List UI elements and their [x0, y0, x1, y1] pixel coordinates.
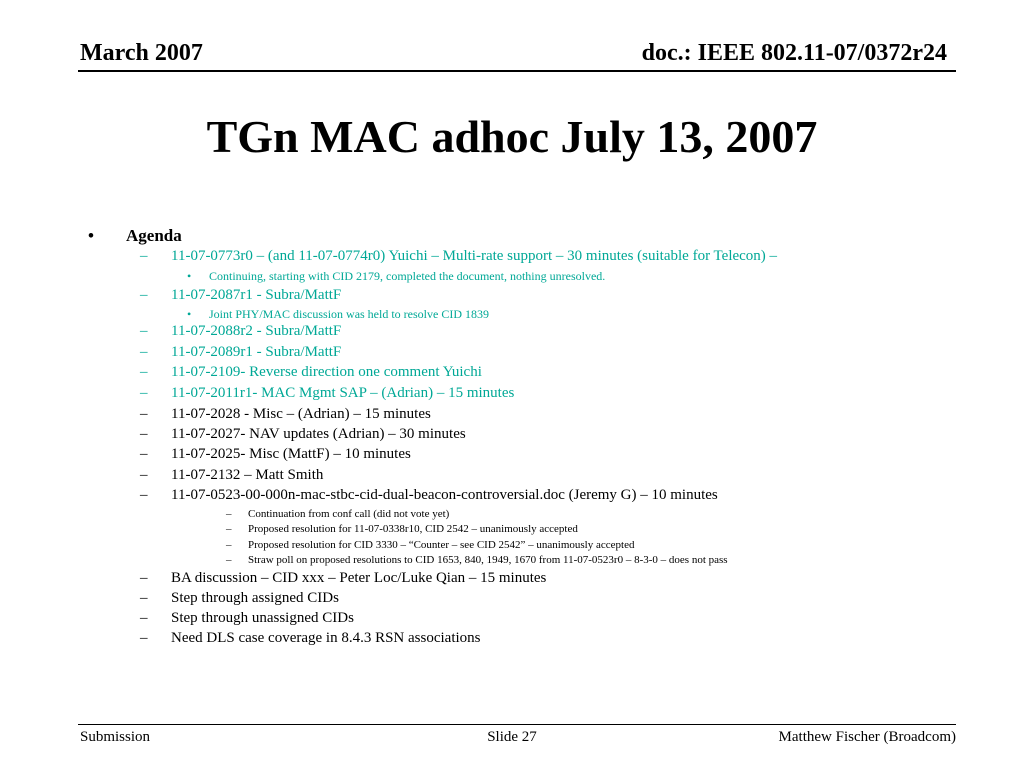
agenda-item-marker: –	[140, 385, 148, 401]
agenda-item-marker: –	[226, 554, 232, 566]
footer-slide-number: Slide 27	[487, 729, 537, 745]
agenda-item-marker: –	[140, 590, 148, 606]
agenda-item: 11-07-2027- NAV updates (Adrian) – 30 minutes	[171, 426, 466, 442]
agenda-item: Straw poll on proposed resolutions to CID 1653, 840, 1949, 1670 from 11-07-0523r0 – 8-3-0 – does not pass	[248, 554, 728, 566]
agenda-item: 11-07-2088r2 - Subra/MattF	[171, 323, 342, 339]
agenda-item: 11-07-2025- Misc (MattF) – 10 minutes	[171, 446, 411, 462]
agenda-item-marker: –	[140, 406, 148, 422]
agenda-item: 11-07-2089r1 - Subra/MattF	[171, 344, 342, 360]
footer-rule	[78, 724, 956, 725]
agenda-item-marker: –	[226, 508, 232, 520]
agenda-item: 11-07-2132 – Matt Smith	[171, 467, 324, 483]
agenda-item: 11-07-2028 - Misc – (Adrian) – 15 minutes	[171, 406, 431, 422]
agenda-item-marker: –	[140, 570, 148, 586]
agenda-item-marker: •	[187, 307, 192, 321]
agenda-item-marker: –	[140, 487, 148, 503]
footer-submission: Submission	[80, 729, 151, 745]
agenda-item-marker: –	[140, 287, 148, 303]
agenda-item: Need DLS case coverage in 8.4.3 RSN associations	[171, 630, 481, 646]
agenda-item-marker: –	[140, 610, 148, 626]
agenda-item: Joint PHY/MAC discussion was held to resolve CID 1839	[209, 307, 489, 321]
agenda-item: Continuing, starting with CID 2179, completed the document, nothing unresolved.	[209, 269, 606, 283]
agenda-item: 11-07-2087r1 - Subra/MattF	[171, 287, 342, 303]
agenda-item-marker: –	[140, 426, 148, 442]
agenda-item-marker: –	[226, 539, 232, 551]
agenda-heading: Agenda	[126, 226, 182, 245]
agenda-item-marker: –	[140, 630, 148, 646]
agenda-item-marker: –	[140, 344, 148, 360]
header-date: March 2007	[80, 40, 203, 66]
header-doc-id: doc.: IEEE 802.11-07/0372r24	[641, 40, 947, 66]
header-rule	[78, 70, 956, 72]
agenda-item-marker: –	[226, 523, 232, 535]
agenda-item: Proposed resolution for CID 3330 – “Counter – see CID 2542” – unanimously accepted	[248, 539, 635, 551]
agenda-item: BA discussion – CID xxx – Peter Loc/Luke Qian – 15 minutes	[171, 570, 547, 586]
agenda-item: Step through assigned CIDs	[171, 590, 339, 606]
agenda-item-marker: •	[187, 269, 192, 283]
agenda-item: Step through unassigned CIDs	[171, 610, 354, 626]
slide-title: TGn MAC adhoc July 13, 2007	[206, 111, 818, 162]
agenda-item-marker: –	[140, 248, 148, 264]
agenda-item: 11-07-2011r1- MAC Mgmt SAP – (Adrian) – 15 minutes	[171, 385, 515, 401]
agenda-item: 11-07-0773r0 – (and 11-07-0774r0) Yuichi – Multi-rate support – 30 minutes (suitable for Telecon) –	[171, 248, 778, 264]
agenda-item-marker: –	[140, 467, 148, 483]
agenda-item: 11-07-2109- Reverse direction one comment Yuichi	[171, 364, 482, 380]
agenda-item: 11-07-0523-00-000n-mac-stbc-cid-dual-beacon-controversial.doc (Jeremy G) – 10 minutes	[171, 487, 718, 503]
agenda-item: Continuation from conf call (did not vote yet)	[248, 508, 450, 520]
agenda-item-marker: –	[140, 364, 148, 380]
agenda-item-marker: –	[140, 323, 148, 339]
agenda-item: Proposed resolution for 11-07-0338r10, CID 2542 – unanimously accepted	[248, 523, 578, 535]
footer-author: Matthew Fischer (Broadcom)	[778, 729, 956, 745]
agenda-item-marker: –	[140, 446, 148, 462]
agenda-bullet: •	[88, 226, 94, 245]
